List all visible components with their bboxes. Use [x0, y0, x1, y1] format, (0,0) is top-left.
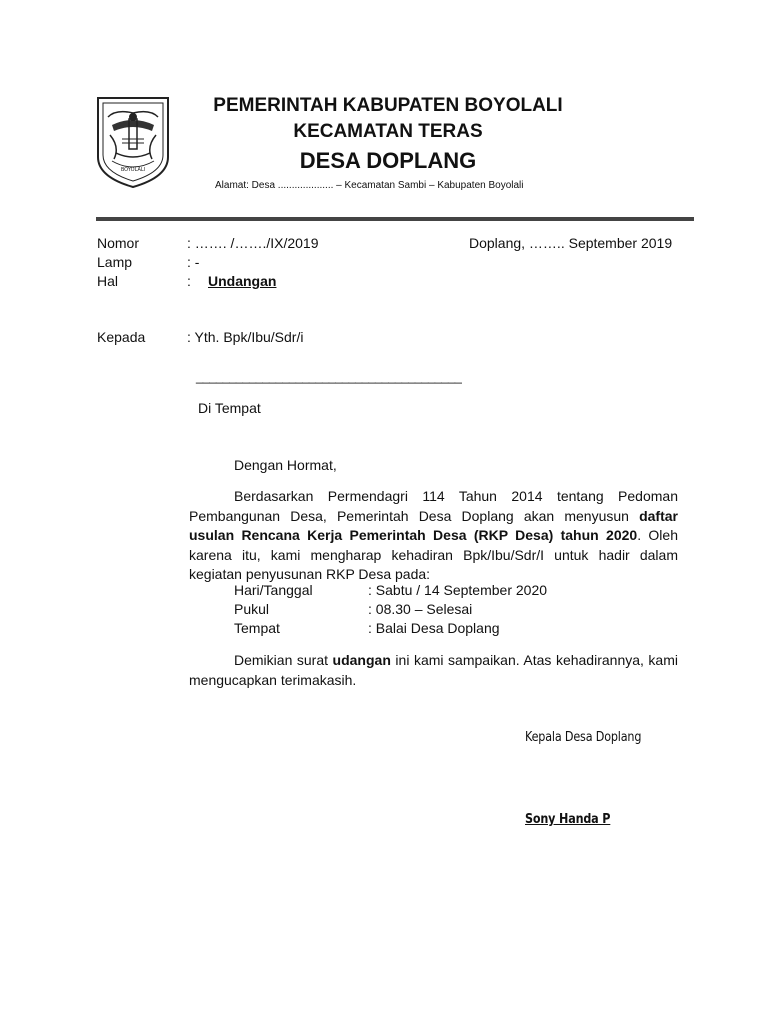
detail-label-day: Hari/Tanggal: [234, 582, 313, 598]
regency-logo: [94, 95, 172, 190]
lamp-label: Lamp: [97, 254, 133, 270]
kepada-value: : Yth. Bpk/Ibu/Sdr/i: [187, 329, 304, 345]
header-district: KECAMATAN TERAS: [293, 121, 483, 142]
hal-value: Undangan: [208, 273, 277, 289]
paragraph-invitation: [189, 487, 678, 585]
svg-text:BOYOLALI: BOYOLALI: [120, 167, 146, 173]
kepada-label: Kepada: [97, 329, 146, 345]
hal-colon: :: [187, 273, 191, 289]
header-divider: [96, 217, 694, 221]
letter-date: Doplang, …….. September 2019: [469, 235, 673, 251]
recipient-blank-line: ________________________________________: [196, 369, 462, 384]
paragraph-invitation-text-2: . Oleh karena itu, kami mengharap kehadiran Bpk/Ibu/Sdr/I untuk hadir dalam kegiatan penyusunan RKP Desa pada:: [189, 527, 678, 582]
paragraph-invitation-text-1: Berdasarkan Permendagri 114 Tahun 2014 tentang Pedoman Pembangunan Desa, Pemerintah Desa Doplang akan menyusun: [189, 488, 678, 524]
lamp-value: : -: [187, 254, 200, 270]
detail-value-day: : Sabtu / 14 September 2020: [368, 582, 548, 598]
paragraph-closing-text-2: ini kami sampaikan. Atas kehadirannya, kami mengucapkan terimakasih.: [189, 652, 678, 688]
paragraph-closing-bold: udangan: [332, 652, 391, 668]
header-government: PEMERINTAH KABUPATEN BOYOLALI: [213, 95, 563, 116]
paragraph-closing-text-1: Demikian surat: [234, 652, 333, 668]
header-address: Alamat: Desa .................... – Kecamatan Sambi – Kabupaten Boyolali: [215, 180, 524, 191]
nomor-label: Nomor: [97, 235, 140, 251]
hal-label: Hal: [97, 273, 119, 289]
signature-title: Kepala Desa Doplang: [525, 730, 642, 745]
detail-label-place: Tempat: [234, 620, 280, 636]
paragraph-invitation-bold: daftar usulan Rencana Kerja Pemerintah Desa (RKP Desa) tahun 2020: [189, 507, 678, 543]
detail-value-place: : Balai Desa Doplang: [368, 620, 500, 636]
paragraph-closing: [189, 651, 678, 690]
recipient-location: Di Tempat: [198, 400, 261, 416]
header-village: DESA DOPLANG: [299, 148, 477, 173]
nomor-value: : ……. /……./IX/2019: [187, 235, 319, 251]
detail-label-time: Pukul: [234, 601, 270, 617]
detail-value-time: : 08.30 – Selesai: [368, 601, 473, 617]
greeting: Dengan Hormat,: [234, 457, 337, 473]
signature-name: Sony Handa P: [525, 812, 611, 827]
